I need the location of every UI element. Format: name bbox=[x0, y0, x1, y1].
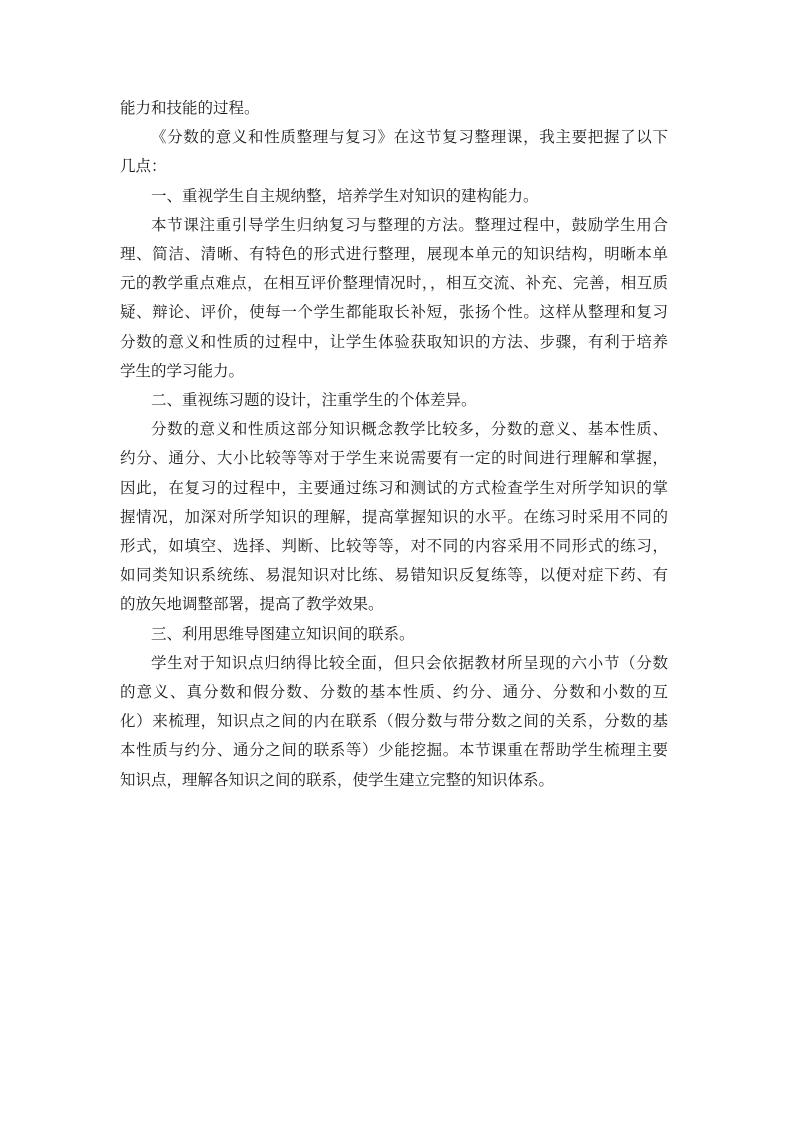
text-line: 一、重视学生自主规纳整，培养学生对知识的建构能力。 bbox=[151, 186, 539, 205]
text-line: 二、重视练习题的设计，注重学生的个体差异。 bbox=[151, 391, 477, 410]
paragraph-section-2 bbox=[120, 415, 668, 619]
text-line: 《分数的意义和性质整理与复习》在这节复习整理课，我主要把握了以下 bbox=[151, 128, 668, 147]
document-body bbox=[120, 94, 668, 795]
text-line: 三、利用思维导图建立知识间的联系。 bbox=[151, 624, 415, 643]
text-line: 疑、辩论、评价，使每一个学生都能取长补短，张扬个性。这样从整理和复习 bbox=[120, 303, 668, 322]
text-line: 握情况，加深对所学知识的理解，提高掌握知识的水平。在练习时采用不同的 bbox=[120, 507, 668, 526]
text-line: 本性质与约分、通分之间的联系等）少能挖掘。本节课重在帮助学生梳理主要 bbox=[120, 741, 668, 760]
text-line: 知识点，理解各知识之间的联系，使学生建立完整的知识体系。 bbox=[120, 770, 555, 789]
text-line: 元的教学重点难点，在相互评价整理情况时，，相互交流、补充、完善，相互质 bbox=[120, 274, 668, 293]
text-line: 的放矢地调整部署，提高了教学效果。 bbox=[120, 595, 384, 614]
paragraph-section-1 bbox=[120, 211, 668, 386]
text-line: 化）来梳理，知识点之间的内在联系（假分数与带分数之间的关系，分数的基 bbox=[120, 712, 668, 731]
text-line: 的意义、真分数和假分数、分数的基本性质、约分、通分、分数和小数的互 bbox=[120, 683, 668, 702]
text-line: 分数的意义和性质的过程中，让学生体验获取知识的方法、步骤，有利于培养 bbox=[120, 332, 668, 351]
text-line: 分数的意义和性质这部分知识概念教学比较多，分数的意义、基本性质、 bbox=[151, 420, 668, 439]
text-line: 学生的学习能力。 bbox=[120, 361, 245, 380]
text-line: 理、简洁、清晰、有特色的形式进行整理，展现本单元的知识结构，明晰本单 bbox=[120, 245, 668, 264]
text-line: 几点： bbox=[120, 157, 167, 176]
section-heading-1 bbox=[120, 182, 668, 211]
paragraph-section-3 bbox=[120, 649, 668, 795]
text-line: 学生对于知识点归纳得比较全面，但只会依据教材所呈现的六小节（分数 bbox=[151, 653, 668, 672]
text-line: 形式，如填空、选择、判断、比较等等，对不同的内容采用不同形式的练习， bbox=[120, 537, 668, 556]
paragraph-continuation bbox=[120, 94, 668, 123]
text-line: 约分、通分、大小比较等等对于学生来说需要有一定的时间进行理解和掌握， bbox=[120, 449, 668, 468]
text-line: 因此，在复习的过程中，主要通过练习和测试的方式检查学生对所学知识的掌 bbox=[120, 478, 668, 497]
text-line: 能力和技能的过程。 bbox=[120, 99, 260, 117]
paragraph-intro bbox=[120, 123, 668, 181]
text-line: 本节课注重引导学生归纳复习与整理的方法。整理过程中，鼓励学生用合 bbox=[151, 215, 668, 234]
section-heading-2 bbox=[120, 386, 668, 415]
section-heading-3 bbox=[120, 620, 668, 649]
text-line: 如同类知识系统练、易混知识对比练、易错知识反复练等，以便对症下药、有 bbox=[120, 566, 668, 585]
